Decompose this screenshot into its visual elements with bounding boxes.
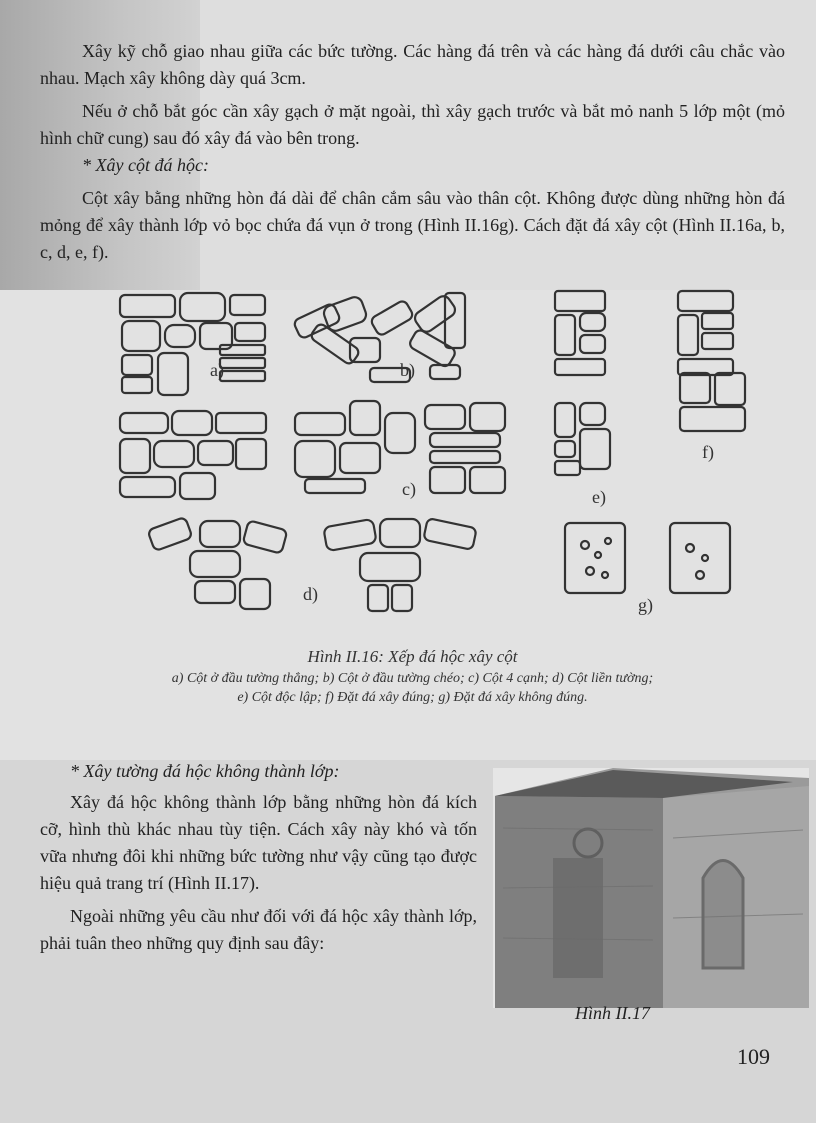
diagram-row2-wall-column (120, 411, 266, 499)
label-f: f) (702, 442, 714, 462)
top-text-block (40, 38, 785, 266)
paragraph-column-stones: Cột xây bằng những hòn đá dài để chân cắm sâu vào thân cột. Không được dùng những hòn đá mỏng để xây thành lớp vỏ bọc chứa đá vụn ở trong (Hình II.16g). Cách đặt đá xây cột (Hình II.16a, b, c, d, e, f). (40, 188, 785, 262)
figure16-caption-line1: a) Cột ở đầu tường thẳng; b) Cột ở đầu tường chéo; c) Cột 4 cạnh; d) Cột liền tường; (171, 671, 654, 686)
label-c: c) (402, 479, 416, 499)
diagram-g-incorrect-placement (565, 523, 730, 593)
photo-stone-building (493, 768, 809, 1008)
diagram-f-top (678, 291, 745, 431)
diagram-b-oblique-wall-column (293, 293, 465, 382)
heading-stone-column: * Xây cột đá hộc: (82, 155, 209, 175)
label-d: d) (303, 584, 318, 604)
lower-text-block (40, 758, 477, 957)
diagram-c-four-sided-column (295, 401, 505, 493)
label-b: b) (400, 360, 415, 380)
figure16-caption-line2: e) Cột độc lập; f) Đặt đá xây đúng; g) Đặt đá xây không đúng. (237, 690, 588, 705)
diagram-e-bottom (555, 403, 610, 475)
paragraph-additional-rules: Ngoài những yêu cầu như đối với đá hộc xây thành lớp, phải tuân theo những quy định sau đây: (40, 906, 477, 953)
figure-stone-columns (110, 283, 790, 623)
figure16-caption (40, 645, 785, 707)
label-e: e) (592, 487, 606, 507)
diagram-a-wall-end-column (120, 293, 265, 395)
figure17-caption: Hình II.17 (575, 1003, 650, 1023)
page-number: 109 (737, 1044, 770, 1069)
label-g: g) (638, 595, 653, 615)
diagram-e-top (555, 291, 605, 375)
paragraph-wall-junction: Xây kỹ chỗ giao nhau giữa các bức tường. Các hàng đá trên và các hàng đá dưới câu chắc vào nhau. Mạch xây không dày quá 3cm. (40, 41, 785, 88)
label-a: a) (210, 360, 224, 380)
paragraph-irregular-wall: Xây đá hộc không thành lớp bằng những hòn đá kích cỡ, hình thù khác nhau tùy tiện. Cách xây này khó và tốn vữa nhưng đôi khi những bức tường như vậy cũng tạo được hiệu quả trang trí (Hình II.17). (40, 792, 477, 893)
paragraph-brick-corner: Nếu ở chỗ bắt góc cần xây gạch ở mặt ngoài, thì xây gạch trước và bắt mỏ nanh 5 lớp một (mỏ hình chữ cung) sau đó xây đá vào bên trong. (40, 101, 785, 148)
figure16-title: Hình II.16: Xếp đá hộc xây cột (307, 647, 518, 666)
heading-irregular-wall: * Xây tường đá hộc không thành lớp: (70, 761, 340, 781)
